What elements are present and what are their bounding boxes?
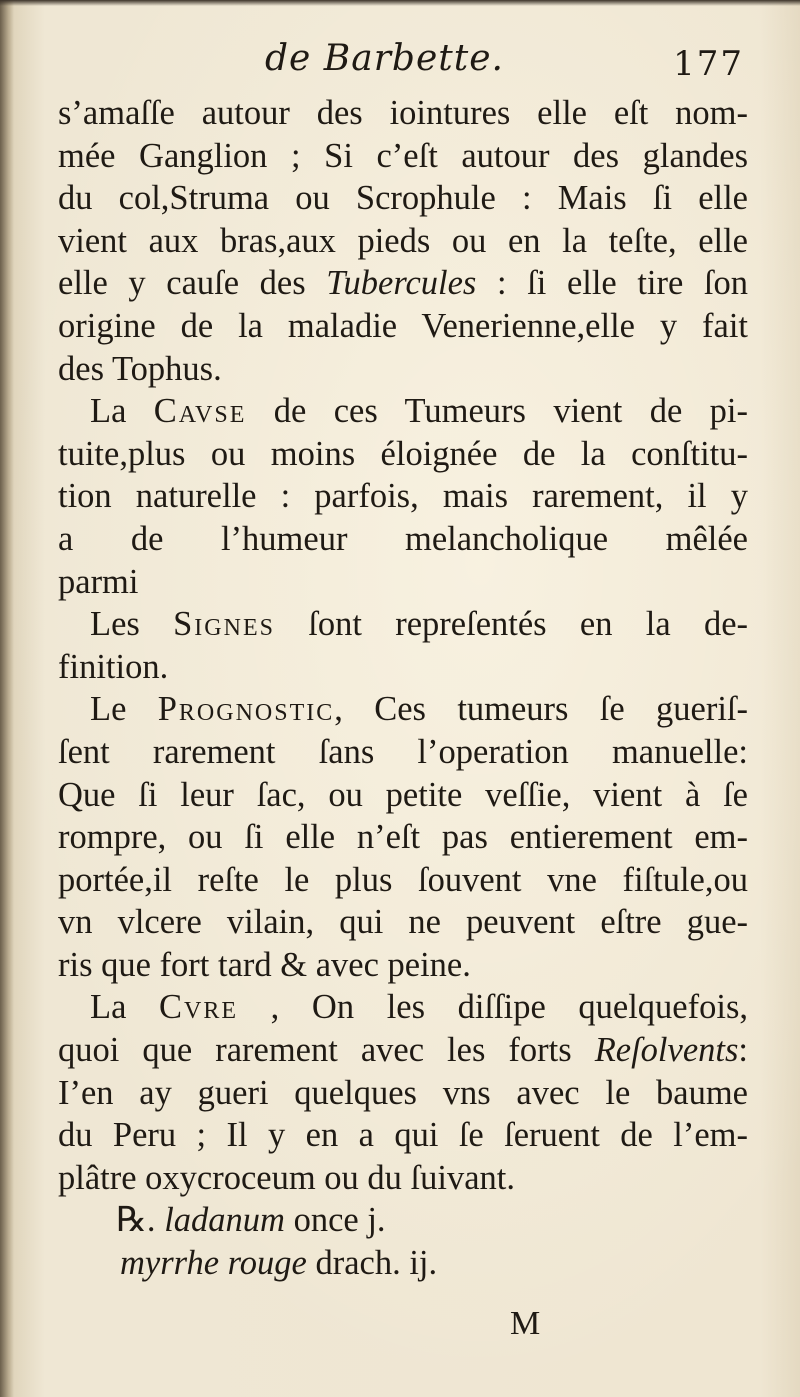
top-edge-shadow [0, 0, 800, 6]
text-line: mée Ganglion ; Si c’eſt autour des glandes [58, 136, 748, 175]
text-line: des Tophus. [58, 349, 222, 388]
text-line: ris que fort tard & avec peine. [58, 945, 471, 984]
text-line: ſent rarement ſans l’operation manuelle: [58, 732, 748, 771]
page-number: 177 [673, 44, 744, 84]
text-line: s’amaſſe autour des iointures elle eſt nom- [58, 94, 748, 132]
text-line: La Cvre , On les diſſipe quelquefois, [90, 988, 748, 1027]
text-line: rompre, ou ſi elle n’eſt pas entierement em- [58, 818, 748, 857]
section-keyword: Signes [173, 605, 275, 644]
recipe-line: ℞. ladanum once j. [116, 1201, 386, 1240]
body-text [58, 92, 748, 1285]
text-line: tuite,plus ou moins éloignée de la conſtitu- [58, 434, 748, 473]
binding-edge [0, 0, 14, 1397]
text-line: I’en ay gueri quelques vns avec le baume [58, 1073, 748, 1112]
catchword: M [510, 1305, 541, 1342]
running-head: de Barbette. [265, 38, 504, 79]
italic-term: ladanum [164, 1201, 285, 1240]
recipe-line: myrrhe rouge drach. ij. [120, 1244, 438, 1283]
text-line: du col,Struma ou Scrophule : Mais ſi elle [58, 179, 748, 218]
text-line: Que ſi leur ſac, ou petite veſſie, vient à ſe [58, 775, 748, 814]
text-line: plâtre oxycroceum ou du ſuivant. [58, 1158, 515, 1197]
italic-term: Reſolvents [594, 1031, 739, 1070]
text-line: quoi que rarement avec les forts Reſolvents: [58, 1031, 748, 1070]
text-line: parmi [58, 562, 139, 601]
text-line: tion naturelle : parfois, mais rarement, il y [58, 477, 748, 516]
text-line: Les Signes ſont repreſentés en la de- [90, 605, 748, 644]
section-keyword: Cvre [159, 988, 239, 1027]
text-line: du Peru ; Il y en a qui ſe ſeruent de l’em- [58, 1116, 748, 1155]
text-line: a de l’humeur melancholique mêlée [58, 519, 748, 558]
text-line: origine de la maladie Venerienne,elle y fait [58, 306, 748, 345]
text-line: portée,il reſte le plus ſouvent vne fiſtule,ou [58, 860, 748, 899]
text-line: vn vlcere vilain, qui ne peuvent eſtre gue- [58, 903, 748, 942]
page-header [60, 38, 744, 98]
text-line: finition. [58, 647, 169, 686]
section-keyword: Cavse [153, 392, 247, 431]
text-line: Le Prognostic, Ces tumeurs ſe gueriſ- [90, 690, 748, 729]
italic-term: myrrhe rouge [120, 1244, 307, 1283]
text-line: vient aux bras,aux pieds ou en la teſte, elle [58, 221, 748, 260]
section-keyword: Prognostic [157, 690, 335, 729]
italic-term: Tubercules [326, 264, 477, 303]
text-line: elle y cauſe des Tubercules : ſi elle tire ſon [58, 264, 749, 303]
text-line: La Cavse de ces Tumeurs vient de pi- [90, 392, 748, 431]
